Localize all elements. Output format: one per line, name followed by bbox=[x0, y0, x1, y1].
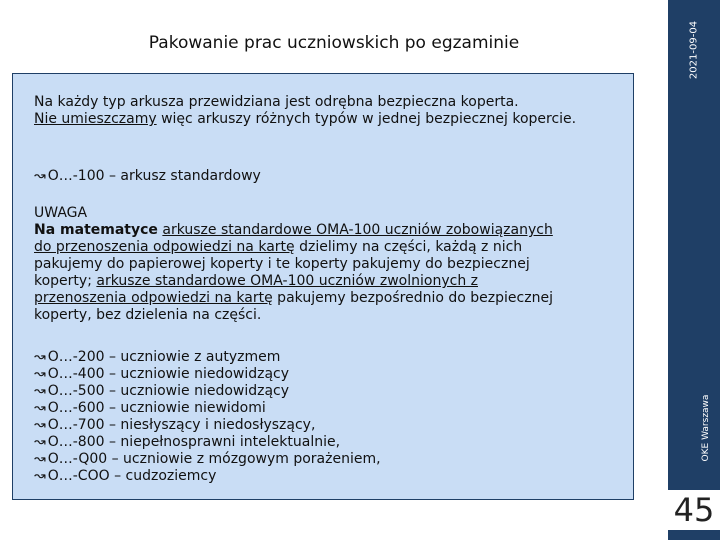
warning-heading: UWAGA bbox=[34, 205, 88, 221]
curly-arrow-icon: ↝ bbox=[34, 451, 46, 467]
warning-underlined-5: przenoszenia odpowiedzi na kartę bbox=[34, 290, 273, 306]
warning-underlined-2: do przenoszenia odpowiedzi na kartę bbox=[34, 239, 295, 255]
warning-line-5: pakujemy bezpośrednio do bezpiecznej bbox=[272, 290, 553, 306]
organization-label: OKE Warszawa bbox=[701, 394, 711, 462]
list-item: ↝ O…-600 – uczniowie niewidomi bbox=[34, 400, 266, 416]
curly-arrow-icon: ↝ bbox=[34, 383, 46, 399]
list-item: ↝ O…-800 – niepełnosprawni intelektualnie, bbox=[34, 434, 341, 450]
category-list bbox=[34, 349, 381, 485]
curly-arrow-icon: ↝ bbox=[34, 417, 46, 433]
right-sidebar bbox=[668, 0, 720, 540]
curly-arrow-icon: ↝ bbox=[34, 434, 46, 450]
warning-bold: Na matematyce bbox=[34, 222, 158, 238]
warning-line-6: koperty, bez dzielenia na części. bbox=[34, 307, 262, 323]
warning-block bbox=[34, 205, 553, 324]
curly-arrow-icon: ↝ bbox=[34, 468, 46, 484]
content-box bbox=[12, 73, 634, 500]
page-number: 45 bbox=[668, 490, 720, 530]
warning-line-2: dzielimy na części, każdą z nich bbox=[294, 239, 523, 255]
warning-line-4-prefix: koperty; bbox=[34, 273, 97, 289]
list-item: ↝ O…-700 – niesłyszący i niedosłyszący, bbox=[34, 417, 316, 433]
list-item: ↝ O…-500 – uczniowie niedowidzący bbox=[34, 383, 290, 399]
list-item: ↝ O…-Q00 – uczniowie z mózgowym porażeniem, bbox=[34, 451, 381, 467]
curly-arrow-icon: ↝ bbox=[34, 349, 46, 365]
intro-text bbox=[34, 94, 576, 128]
date-label: 2021-09-04 bbox=[688, 20, 700, 80]
warning-line-3: pakujemy do papierowej koperty i te koperty pakujemy do bezpiecznej bbox=[34, 256, 530, 272]
intro-line-2: więc arkuszy różnych typów w jednej bezpiecznej kopercie. bbox=[156, 111, 577, 127]
warning-underlined-4: arkusze standardowe OMA-100 uczniów zwolnionych z bbox=[96, 273, 478, 289]
curly-arrow-icon: ↝ bbox=[34, 168, 46, 184]
intro-line-1: Na każdy typ arkusza przewidziana jest odrębna bezpieczna koperta. bbox=[34, 94, 519, 110]
list-item: ↝ O…-400 – uczniowie niedowidzący bbox=[34, 366, 290, 382]
list-item: ↝ O…-COO – cudzoziemcy bbox=[34, 468, 217, 484]
warning-underlined-1: arkusze standardowe OMA-100 uczniów zobowiązanych bbox=[162, 222, 553, 238]
slide-title: Pakowanie prac uczniowskich po egzaminie bbox=[148, 33, 520, 53]
intro-underlined: Nie umieszczamy bbox=[34, 111, 157, 127]
curly-arrow-icon: ↝ bbox=[34, 400, 46, 416]
curly-arrow-icon: ↝ bbox=[34, 366, 46, 382]
standard-item: ↝ O…-100 – arkusz standardowy bbox=[34, 168, 261, 184]
list-item: ↝ O…-200 – uczniowie z autyzmem bbox=[34, 349, 281, 365]
